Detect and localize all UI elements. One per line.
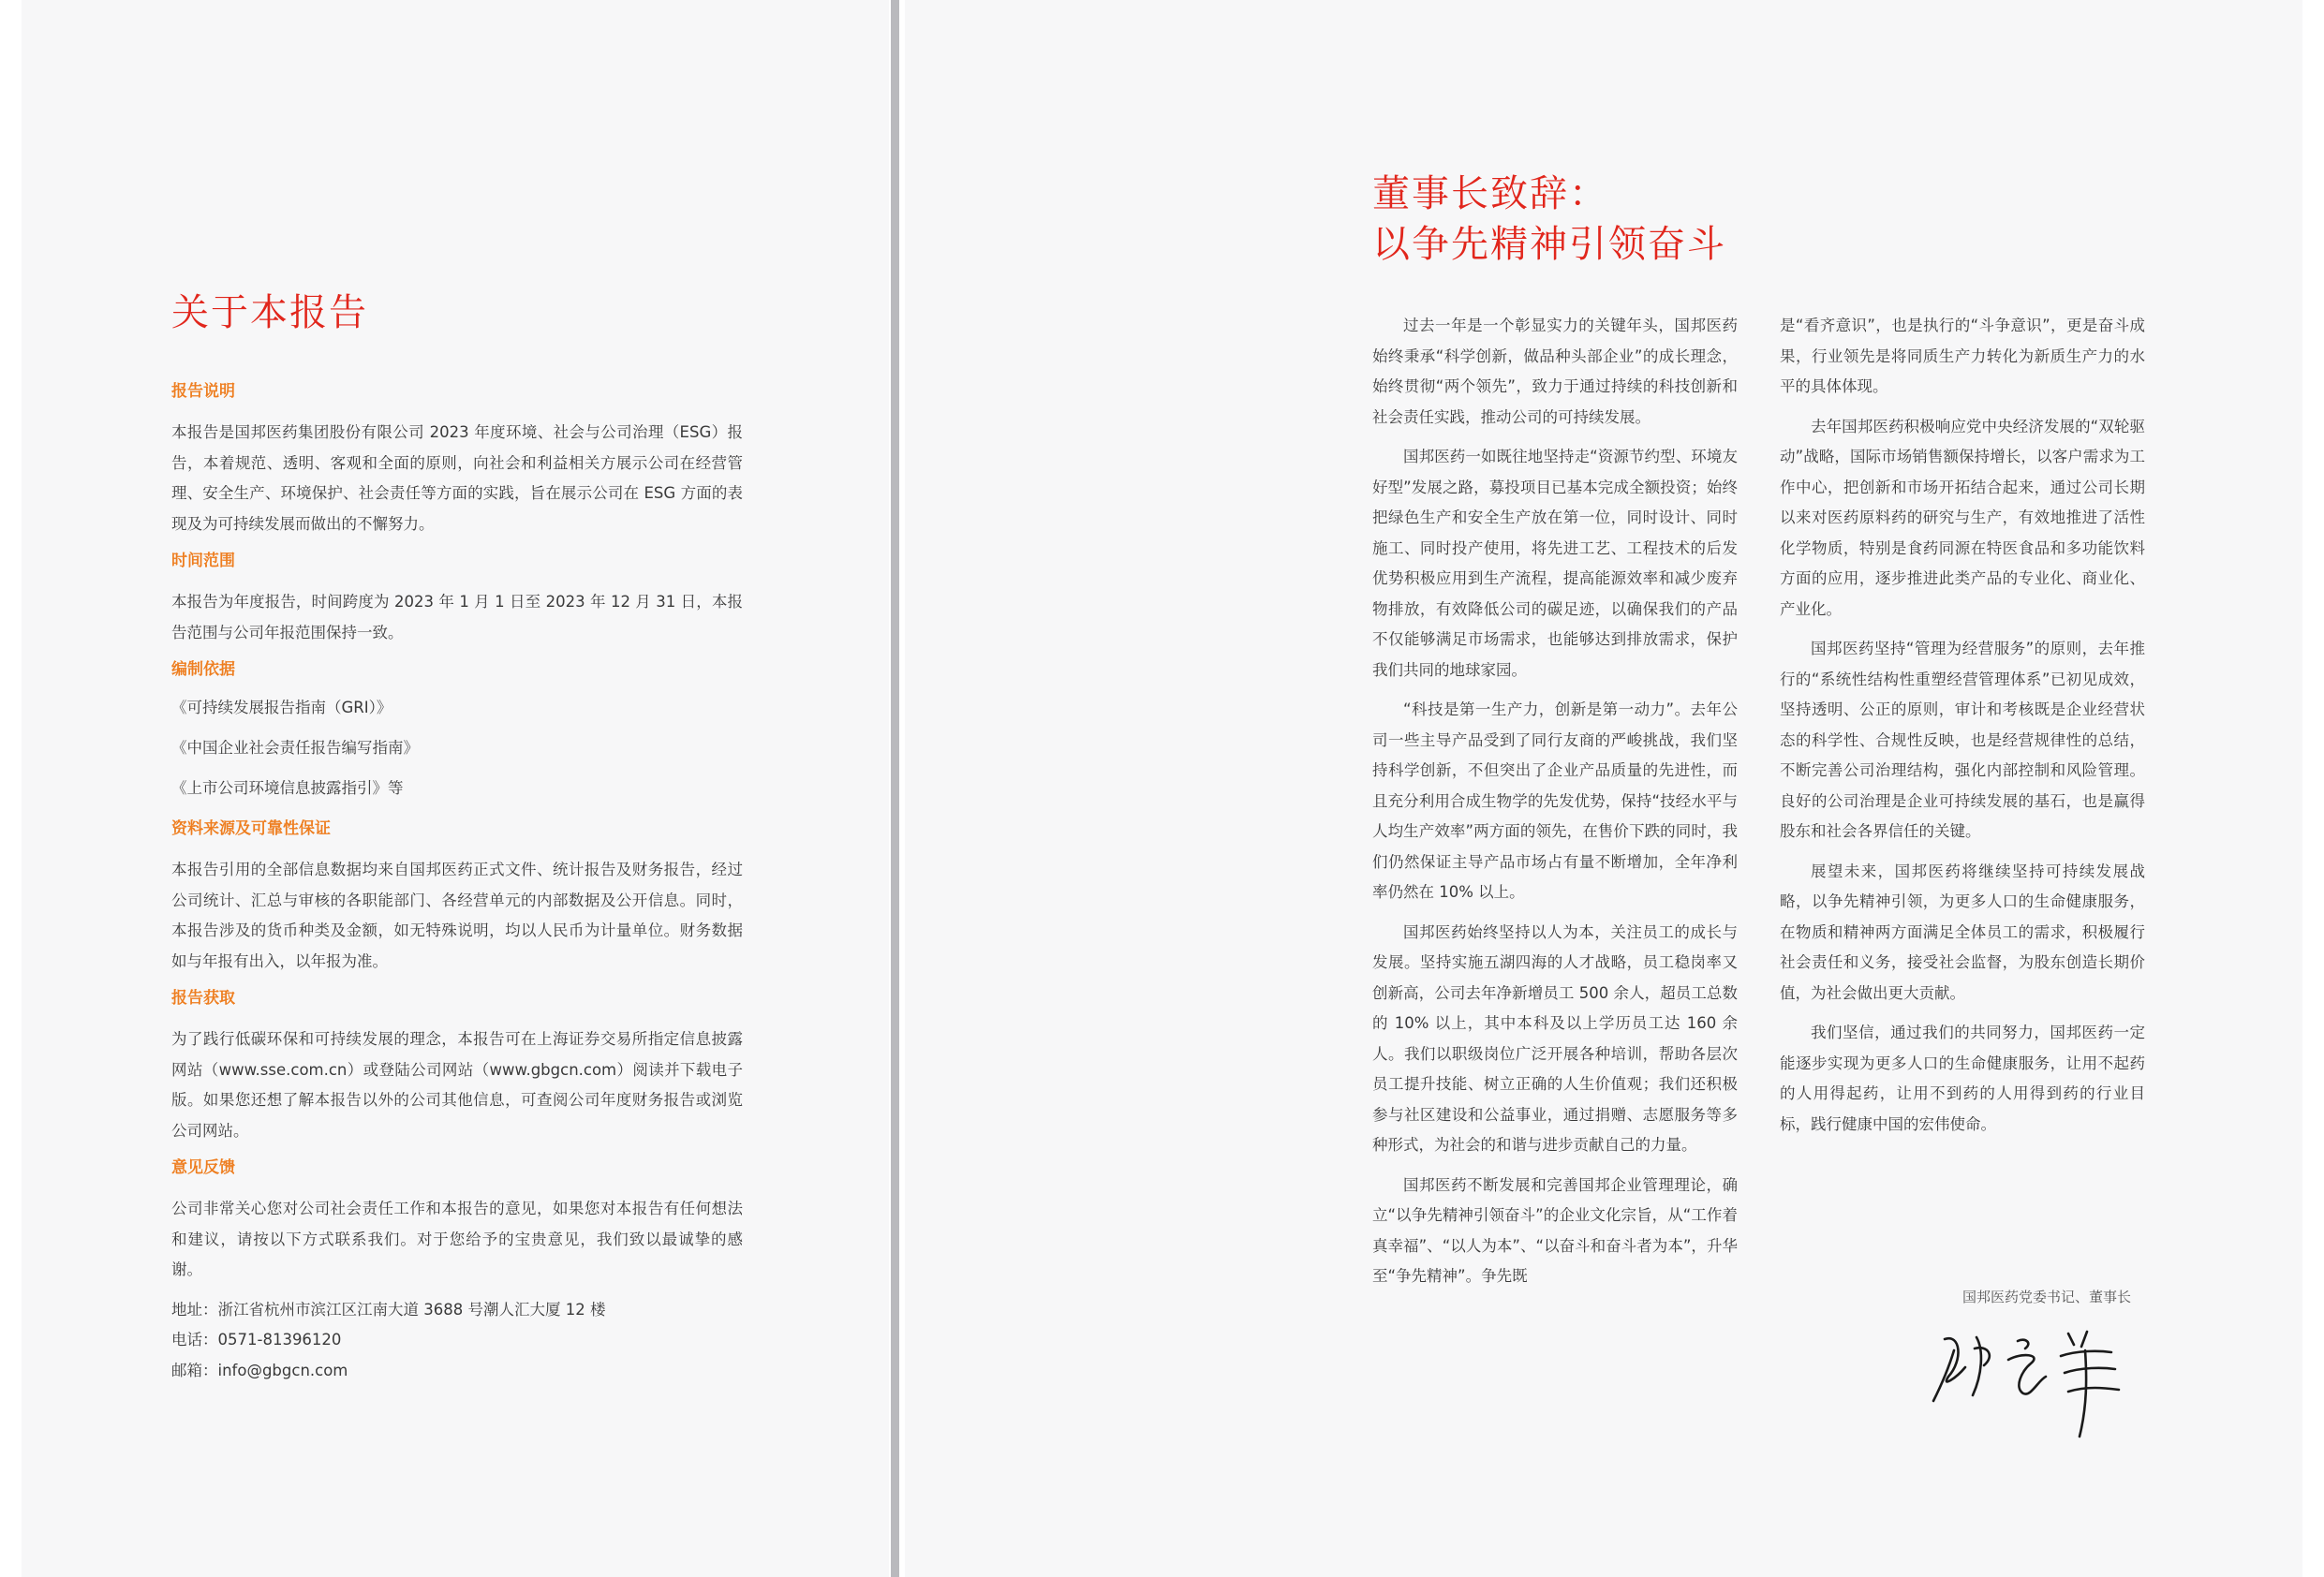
message-paragraph: 国邦医药坚持“管理为经营服务”的原则，去年推行的“系统性结构性重塑经营管理体系”已初见成效，坚持透明、公正的原则，审计和考核既是企业经营状态的科学性、合规性反映，也是经营规律性的总结，不断完善公司治理结构，强化内部控制和风险管理。良好的公司治理是企业可持续发展的基石，也是赢得股东和社会各界信任的关键。 [1780,640,2145,840]
section-paragraph: 本报告引用的全部信息数据均来自国邦医药正式文件、统计报告及财务报告，经过公司统计、汇总与审核的各职能部门、各经营单元的内部数据及公开信息。同时，本报告涉及的货币种类及金额，如无特殊说明，均以人民币为计量单位。财务数据如与年报有出入，以年报为准。 [171,861,743,970]
message-paragraph: 展望未来，国邦医药将继续坚持可持续发展战略，以争先精神引领，为更多人口的生命健康服务，在物质和精神两方面满足全体员工的需求，积极履行社会责任和义务，接受社会监督，为股东创造长期价值，为社会做出更大贡献。 [1780,862,2145,1002]
section-paragraph: 本报告为年度报告，时间跨度为 2023 年 1 月 1 日至 2023 年 12 月 31 日，本报告范围与公司年报范围保持一致。 [171,593,743,641]
chairman-message-title [1372,169,1726,270]
message-paragraph: 我们坚信，通过我们的共同努力，国邦医药一定能逐步实现为更多人口的生命健康服务，让用不起药的人用得起药，让用不到药的人用得到药的行业目标，践行健康中国的宏伟使命。 [1780,1024,2145,1133]
message-paragraph-continued: 是“看齐意识”，也是执行的“斗争意识”，更是奋斗成果，行业领先是将同质生产力转化为新质生产力的水平的具体体现。 [1780,317,2145,395]
message-column-1 [1372,311,1738,1302]
message-paragraph: 去年国邦医药积极响应党中央经济发展的“双轮驱动”战略，国际市场销售额保持增长，以客户需求为工作中心，把创新和市场开拓结合起来，通过公司长期以来对医药原料药的研究与生产，有效地推进了活性化学物质，特别是食药同源在特医食品和多功能饮料方面的应用，逐步推进此类产品的专业化、商业化、产业化。 [1780,417,2145,618]
section-report-description [171,379,743,539]
section-heading: 资料来源及可靠性保证 [171,819,331,838]
section-paragraph: 公司非常关心您对公司社会责任工作和本报告的意见，如果您对本报告有任何想法和建议，请按以下方式联系我们。对于您给予的宝贵意见，我们致以最诚挚的感谢。 [171,1200,743,1278]
message-paragraph: “科技是第一生产力，创新是第一动力”。去年公司一些主导产品受到了同行友商的严峻挑战，我们坚持科学创新，不但突出了企业产品质量的先进性，而且充分利用合成生物学的先发优势，保持“技经水平与人均生产效率”两方面的领先，在售价下跌的同时，我们仍然保证主导产品市场占有量不断增加，全年净利率仍然在 10% 以上。 [1372,700,1738,901]
section-feedback [171,1156,743,1386]
message-column-2 [1780,311,2145,1149]
section-paragraph: 本报告是国邦医药集团股份有限公司 2023 年度环境、社会与公司治理（ESG）报告，本着规范、透明、客观和全面的原则，向社会和利益相关方展示公司在经营管理、安全生产、环境保护、社会责任等方面的实践，旨在展示公司在 ESG 方面的表现及为可持续发展而做出的不懈努力。 [171,423,743,533]
section-report-access [171,986,743,1146]
section-heading: 时间范围 [171,552,235,570]
page-gutter [891,0,899,1577]
section-heading: 编制依据 [171,660,235,679]
section-data-sources [171,817,743,977]
guide-item: 《可持续发展报告指南（GRI）》 [171,699,392,716]
section-paragraph: 为了践行低碳环保和可持续发展的理念，本报告可在上海证券交易所指定信息披露网站（www.sse.com.cn）或登陆公司网站（www.gbgcn.com）阅读并下载电子版。如果您还想了解本报告以外的公司其他信息，可查阅公司年度财务报告或浏览公司网站。 [171,1030,743,1140]
about-report-title: 关于本报告 [171,291,368,334]
section-basis [171,657,743,801]
message-paragraph: 国邦医药始终坚持以人为本，关注员工的成长与发展。坚持实施五湖四海的人才战略，员工稳岗率又创新高，公司去年净新增员工 500 余人，超员工总数的 10% 以上，其中本科及以上学历员工达 160 余人。我们以职级岗位广泛开展各种培训，帮助各层次员工提升技能、树立正确的人生价值观；我们还积极参与社区建设和公益事业，通过捐赠、志愿服务等多种形式，为社会的和谐与进步贡献自己的力量。 [1372,922,1738,1154]
title-line-2: 以争先精神引领奋斗 [1372,223,1726,266]
guide-item: 《中国企业社会责任报告编写指南》 [171,739,419,757]
contact-email: 邮箱：info@gbgcn.com [171,1361,348,1379]
about-report-body [171,379,743,1386]
contact-address: 地址：浙江省杭州市滨江区江南大道 3688 号潮人汇大厦 12 楼 [171,1300,606,1319]
section-time-range [171,549,743,648]
message-paragraph: 国邦医药不断发展和完善国邦企业管理理论，确立“以争先精神引领奋斗”的企业文化宗旨，从“工作着真幸福”、“以人为本”、“以奋斗和奋斗者为本”，升华至“争先精神”。争先既 [1372,1175,1738,1285]
section-heading: 报告获取 [171,989,235,1008]
signature-image [1928,1322,2143,1444]
title-line-1: 董事长致辞： [1372,172,1608,215]
signer-title: 国邦医药党委书记、董事长 [1961,1289,2131,1305]
contact-phone: 电话：0571-81396120 [171,1331,342,1349]
section-heading: 报告说明 [171,382,235,401]
section-heading: 意见反馈 [171,1158,235,1177]
guide-item: 《上市公司环境信息披露指引》等 [171,779,404,797]
message-paragraph: 过去一年是一个彰显实力的关键年头，国邦医药始终秉承“科学创新，做品种头部企业”的成长理念，始终贯彻“两个领先”，致力于通过持续的科技创新和社会责任实践，推动公司的可持续发展。 [1372,317,1738,426]
message-paragraph: 国邦医药一如既往地坚持走“资源节约型、环境友好型”发展之路，募投项目已基本完成全额投资；始终把绿色生产和安全生产放在第一位，同时设计、同时施工、同时投产使用，将先进工艺、工程技术的后发优势积极应用到生产流程，提高能源效率和减少废弃物排放，有效降低公司的碳足迹，以确保我们的产品不仅能够满足市场需求，也能够达到排放需求，保护我们共同的地球家园。 [1372,448,1738,679]
